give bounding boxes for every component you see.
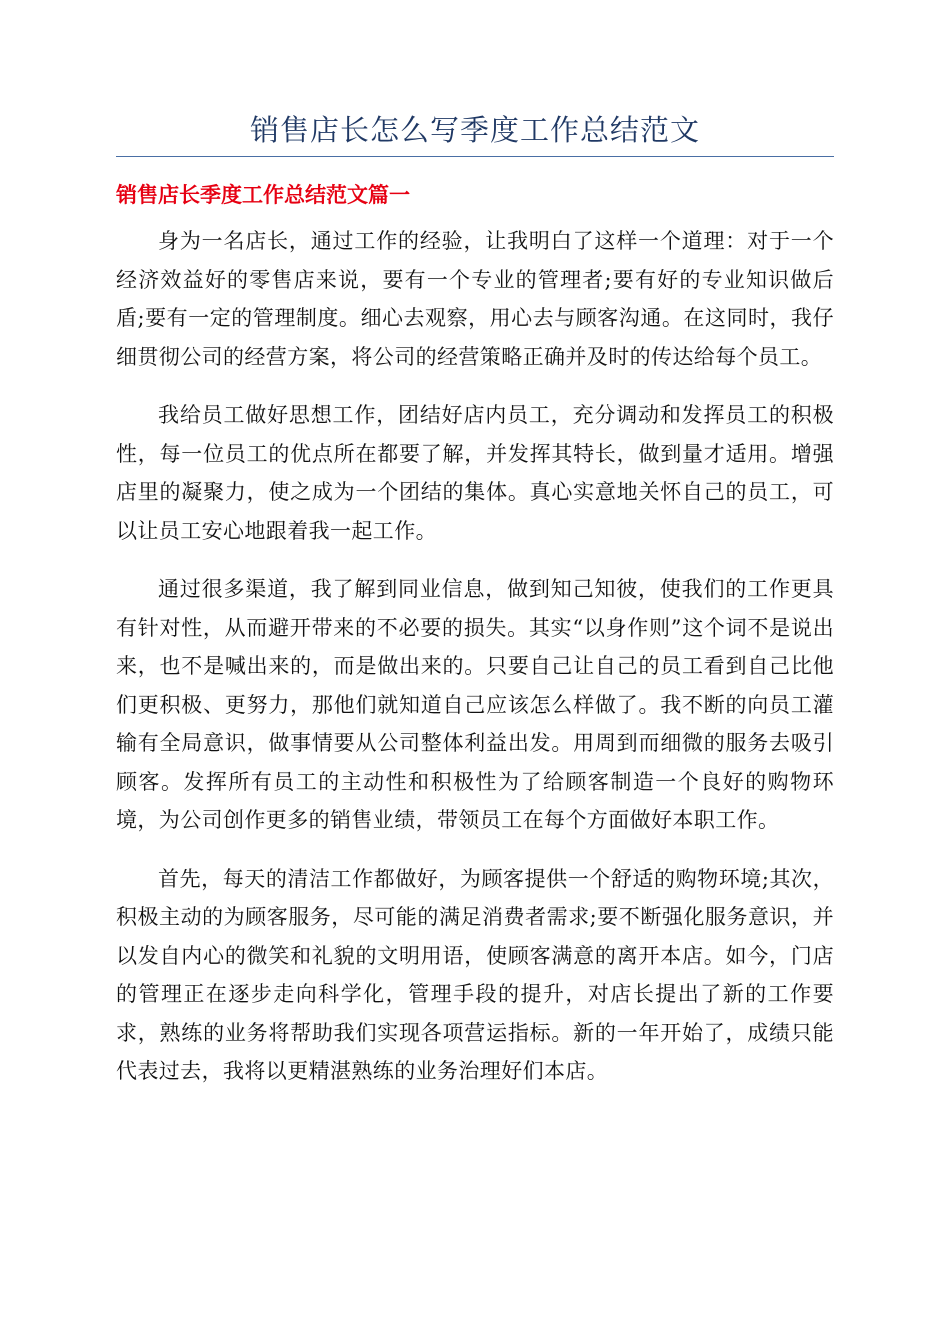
paragraph-3: 通过很多渠道，我了解到同业信息，做到知己知彼，使我们的工作更具有针对性，从而避开带来的不必要的损失。其实“以身作则”这个词不是说出来，也不是喊出来的，而是做出来的。只要自己让自己的员工看到自己比他们更积极、更努力，那他们就知道自己应该怎么样做了。我不断的向员工灌输有全局意识，做事情要从公司整体利益出发。用周到而细微的服务去吸引顾客。发挥所有员工的主动性和积极性为了给顾客制造一个良好的购物环境，为公司创作更多的销售业绩，带领员工在每个方面做好本职工作。: [116, 577, 834, 832]
document-title: 销售店长怎么写季度工作总结范文: [249, 113, 700, 147]
section-heading: 销售店长季度工作总结范文篇一: [116, 183, 410, 207]
paragraph-4: 首先，每天的清洁工作都做好，为顾客提供一个舒适的购物环境;其次，积极主动的为顾客服务，尽可能的满足消费者需求;要不断强化服务意识，并以发自内心的微笑和礼貌的文明用语，使顾客满意的离开本店。如今，门店的管理正在逐步走向科学化，管理手段的提升，对店长提出了新的工作要求，熟练的业务将帮助我们实现各项营运指标。新的一年开始了，成绩只能代表过去，我将以更精湛熟练的业务治理好们本店。: [116, 866, 834, 1083]
paragraph-2: 我给员工做好思想工作，团结好店内员工，充分调动和发挥员工的积极性，每一位员工的优点所在都要了解，并发挥其特长，做到量才适用。增强店里的凝聚力，使之成为一个团结的集体。真心实意地关怀自己的员工，可以让员工安心地跟着我一起工作。: [116, 403, 834, 543]
paragraph-1: 身为一名店长，通过工作的经验，让我明白了这样一个道理：对于一个经济效益好的零售店来说，要有一个专业的管理者;要有好的专业知识做后盾;要有一定的管理制度。细心去观察，用心去与顾客沟通。在这同时，我仔细贯彻公司的经营方案，将公司的经营策略正确并及时的传达给每个员工。: [116, 229, 834, 369]
document-body: [116, 222, 834, 1111]
title-block: [116, 110, 834, 157]
